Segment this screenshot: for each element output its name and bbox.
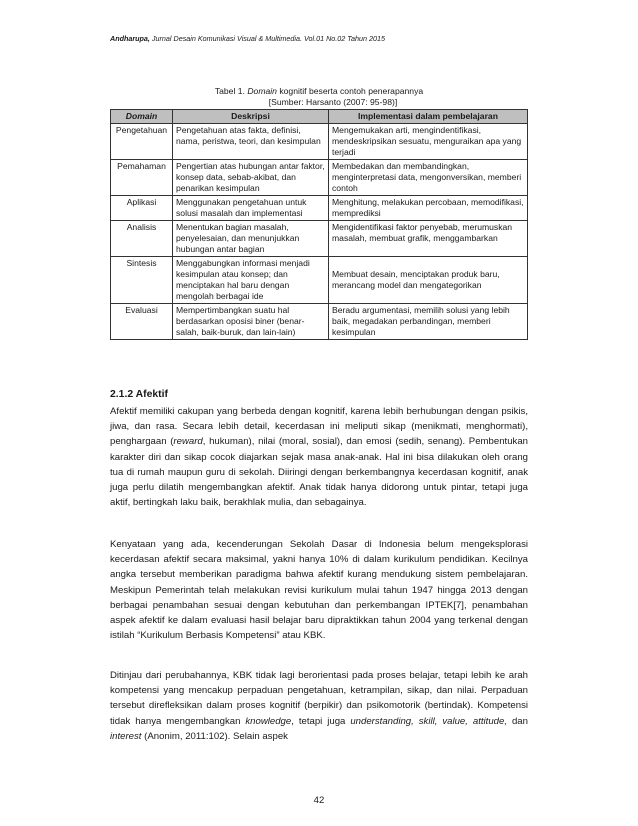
header-implementasi: Implementasi dalam pembelajaran: [329, 110, 528, 124]
paragraph3-part-c: dan: [507, 715, 528, 727]
header-deskripsi: Deskripsi: [173, 110, 329, 124]
header-journal: Jurnal Desain Komunikasi Visual & Multimedia. Vol.01 No.02 Tahun 2015: [149, 34, 385, 43]
cell-deskripsi: Menggabungkan informasi menjadi kesimpulan atau konsep; dan menciptakan hal baru dengan mengolah berbagai ide: [173, 257, 329, 304]
cell-domain: Analisis: [111, 221, 173, 257]
paragraph-afektif: [110, 404, 528, 510]
cell-implementasi: Menghitung, melakukan percobaan, memodifikasi, memprediksi: [329, 196, 528, 221]
domain-table: [110, 109, 528, 340]
paragraph3-part-b: , tetapi juga: [291, 715, 351, 727]
table-header-row: [111, 110, 528, 124]
cell-deskripsi: Pengertian atas hubungan antar faktor, konsep data, sebab-akibat, dan penarikan kesimpulan: [173, 160, 329, 196]
term-list: understanding, skill, value, attitude,: [350, 715, 508, 727]
table-row: [111, 304, 528, 340]
cell-implementasi: Membedakan dan membandingkan, menginterpretasi data, mengonversikan, memberi contoh: [329, 160, 528, 196]
table-row: [111, 196, 528, 221]
cell-implementasi: Mengemukakan arti, mengindentifikasi, mendeskripsikan sesuatu, menguraikan apa yang terjadi: [329, 124, 528, 160]
header-authors: Andharupa,: [110, 34, 150, 43]
caption-term: Domain: [247, 86, 277, 96]
section-heading: 2.1.2 Afektif: [110, 389, 168, 400]
page-number: 42: [313, 795, 325, 806]
cell-implementasi: Membuat desain, menciptakan produk baru, merancang model dan mengategorikan: [329, 257, 528, 304]
table-row: [111, 221, 528, 257]
table-row: [111, 124, 528, 160]
table-caption: [110, 86, 528, 108]
cell-domain: Pengetahuan: [111, 124, 173, 160]
term-reward: reward: [173, 436, 203, 448]
cell-domain: Sintesis: [111, 257, 173, 304]
paragraph1-part-b: , hukuman), nilai (moral, sosial), dan emosi (sedih, senang). Pembentukan karakter diri dan sikap cocok diajarkan sejak masa anak-anak. Hal ini bisa dilakukan oleh orang tua di rumah maupun guru di sekolah. Diiringi dengan berkembangnya kecerdasan kognitif, anak juga perlu dilatih mengembangkan afektif. Anak tidak hanya didorong untuk pintar, tetapi juga aktif, bertingkah laku baik, berakhlak mulia, dan sebagainya.: [110, 436, 528, 509]
header-domain: Domain: [111, 110, 173, 124]
cell-deskripsi: Mempertimbangkan suatu hal berdasarkan oposisi biner (benar-salah, baik-buruk, dan lain-lain): [173, 304, 329, 340]
cell-domain: Evaluasi: [111, 304, 173, 340]
cell-deskripsi: Pengetahuan atas fakta, definisi, nama, peristwa, teori, dan kesimpulan: [173, 124, 329, 160]
paragraph3-part-d: (Anonim, 2011:102). Selain aspek: [141, 730, 288, 742]
cell-domain: Aplikasi: [111, 196, 173, 221]
table-row: [111, 160, 528, 196]
cell-implementasi: Mengidentifikasi faktor penyebab, merumuskan masalah, membuat grafik, menggambarkan: [329, 221, 528, 257]
running-header: [110, 34, 385, 43]
cell-deskripsi: Menggunakan pengetahuan untuk solusi masalah dan implementasi: [173, 196, 329, 221]
term-interest: interest: [110, 730, 142, 742]
table-row: [111, 257, 528, 304]
cell-deskripsi: Menentukan bagian masalah, penyelesaian, dan menunjukkan hubungan antar bagian: [173, 221, 329, 257]
cell-domain: Pemahaman: [111, 160, 173, 196]
paragraph1-part-a: Afektif memiliki cakupan yang berbeda dengan kognitif, karena lebih berhubungan dengan psikis, jiwa, dan rasa. Secara lebih detail, kecerdasan ini meliputi sikap (menikmati, menghormati), penghargaan (: [110, 406, 528, 448]
paragraph-kbk: [110, 668, 528, 744]
cell-implementasi: Beradu argumentasi, memilih solusi yang lebih baik, megadakan perbandingan, memberi kesimpulan: [329, 304, 528, 340]
paragraph3-part-a: Ditinjau dari perubahannya, KBK tidak lagi berorientasi pada proses belajar, tetapi lebih ke arah kompetensi yang mencakup perpaduan pengetahuan, ketrampilan, sikap, dan nilai. Perpaduan tersebut direfleksikan dalam proses kognitif (berpikir) dan psikomotorik (bertindak). Kompetensi tidak hanya mengembangkan: [110, 670, 528, 727]
caption-rest: kognitif beserta contoh penerapannya: [276, 86, 424, 96]
term-knowledge: knowledge: [245, 715, 292, 727]
paragraph-kenyataan: Kenyataan yang ada, kecenderungan Sekolah Dasar di Indonesia belum mengeksplorasi kecerdasan afektif secara maksimal, yakni hanya 10% di dalam kurikulum pendidikan. Kecilnya angka tersebut memberikan paradigma bahwa afektif kurang mendukung sistem pembelajaran. Meskipun Pemerintah telah melakukan revisi kurikulum mulai tahun 1947 hingga 2013 dengan berbagai penambahan sesuai dengan kebutuhan dan perkembangan IPTEK[7], penambahan aspek afektif ke dalam evaluasi hasil belajar baru dipraktikkan tahun 2004 yang terkenal dengan istilah “Kurikulum Berbasis Kompetensi” atau KBK.: [110, 539, 528, 642]
caption-prefix: Tabel 1.: [214, 86, 248, 96]
caption-source: [Sumber: Harsanto (2007: 95-98)]: [268, 97, 398, 107]
